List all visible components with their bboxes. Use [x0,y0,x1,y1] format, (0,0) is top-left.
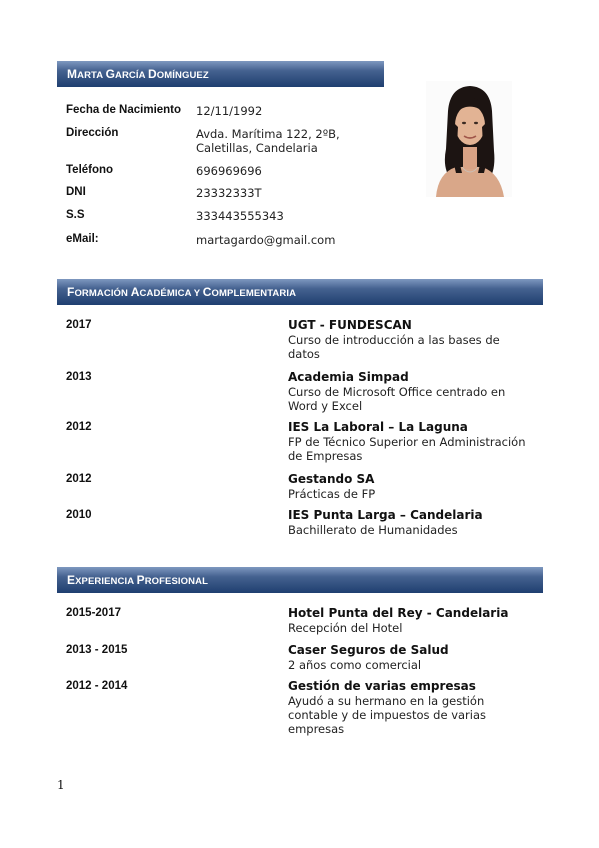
profile-photo [426,81,512,197]
email-label: eMail: [66,233,99,245]
name-part-1: ARTA [77,70,106,81]
experience-banner-part-1: XPERIENCIA [75,576,137,587]
experience-title: Gestión de varias empresas [288,679,476,693]
education-year: 2012 [66,473,92,485]
page-number: 1 [57,778,65,792]
experience-banner-initial-1: E [67,573,76,587]
experience-description: 2 años como comercial [288,658,422,672]
education-description: Curso de introducción a las bases de datos [288,333,500,361]
ss-label: S.S [66,209,85,221]
education-description: Bachillerato de Humanidades [288,523,458,537]
education-entry [288,472,533,501]
birthdate-label: Fecha de Nacimiento [66,104,182,116]
education-entry [288,318,533,361]
name-part-2: ARCÍA [115,70,148,81]
education-year: 2017 [66,319,92,331]
education-banner-part-1: ORMACIÓN [74,288,131,299]
experience-year: 2013 - 2015 [66,644,128,656]
education-entry [288,370,533,413]
name-banner [57,61,384,87]
education-banner-initial-3: C [202,285,212,299]
phone-value: 696969696 [196,164,262,178]
experience-banner-initial-2: P [136,573,145,587]
experience-description: Recepción del Hotel [288,621,403,635]
education-entry [288,508,533,537]
name-initial-3: D [147,67,157,81]
experience-description: Ayudó a su hermano en la gestión contable y de impuestos de varias empresas [288,694,487,736]
education-description: Prácticas de FP [288,487,376,501]
birthdate-value: 12/11/1992 [196,104,263,118]
experience-year: 2015-2017 [66,607,121,619]
dni-label: DNI [66,186,86,198]
phone-label: Teléfono [66,164,114,176]
education-description: FP de Técnico Superior en Administración de Empresas [288,435,526,463]
education-title: Gestando SA [288,472,375,486]
education-title: IES La Laboral – La Laguna [288,420,468,434]
education-title: Academia Simpad [288,370,409,384]
education-banner-initial-1: F [67,285,75,299]
name-initial-1: M [67,67,78,81]
education-year: 2012 [66,421,92,433]
education-banner-initial-2: A [130,285,140,299]
experience-year: 2012 - 2014 [66,680,128,692]
name-part-3: OMÍNGUEZ [156,70,209,81]
experience-banner-part-2: ROFESIONAL [144,576,208,587]
experience-banner [57,567,543,593]
education-banner [57,279,543,305]
email-value: martagardo@gmail.com [196,233,336,247]
education-entry [288,420,533,463]
education-title: UGT - FUNDESCAN [288,318,412,332]
experience-title: Hotel Punta del Rey - Candelaria [288,606,509,620]
ss-value: 333443555343 [196,209,284,223]
education-description: Curso de Microsoft Office centrado en Word y Excel [288,385,506,413]
experience-entry [288,679,513,736]
education-year: 2013 [66,371,92,383]
education-banner-part-3: OMPLEMENTARIA [211,288,297,299]
experience-entry [288,643,533,672]
address-value: Avda. Marítima 122, 2ºB, Caletillas, Candelaria [196,127,340,155]
name-initial-2: G [105,67,116,81]
dni-value: 23332333T [196,186,262,200]
address-label: Dirección [66,127,119,139]
education-title: IES Punta Larga – Candelaria [288,508,483,522]
experience-entry [288,606,533,635]
education-banner-part-2: CADÉMICA Y [139,288,203,299]
experience-title: Caser Seguros de Salud [288,643,449,657]
education-year: 2010 [66,509,92,521]
